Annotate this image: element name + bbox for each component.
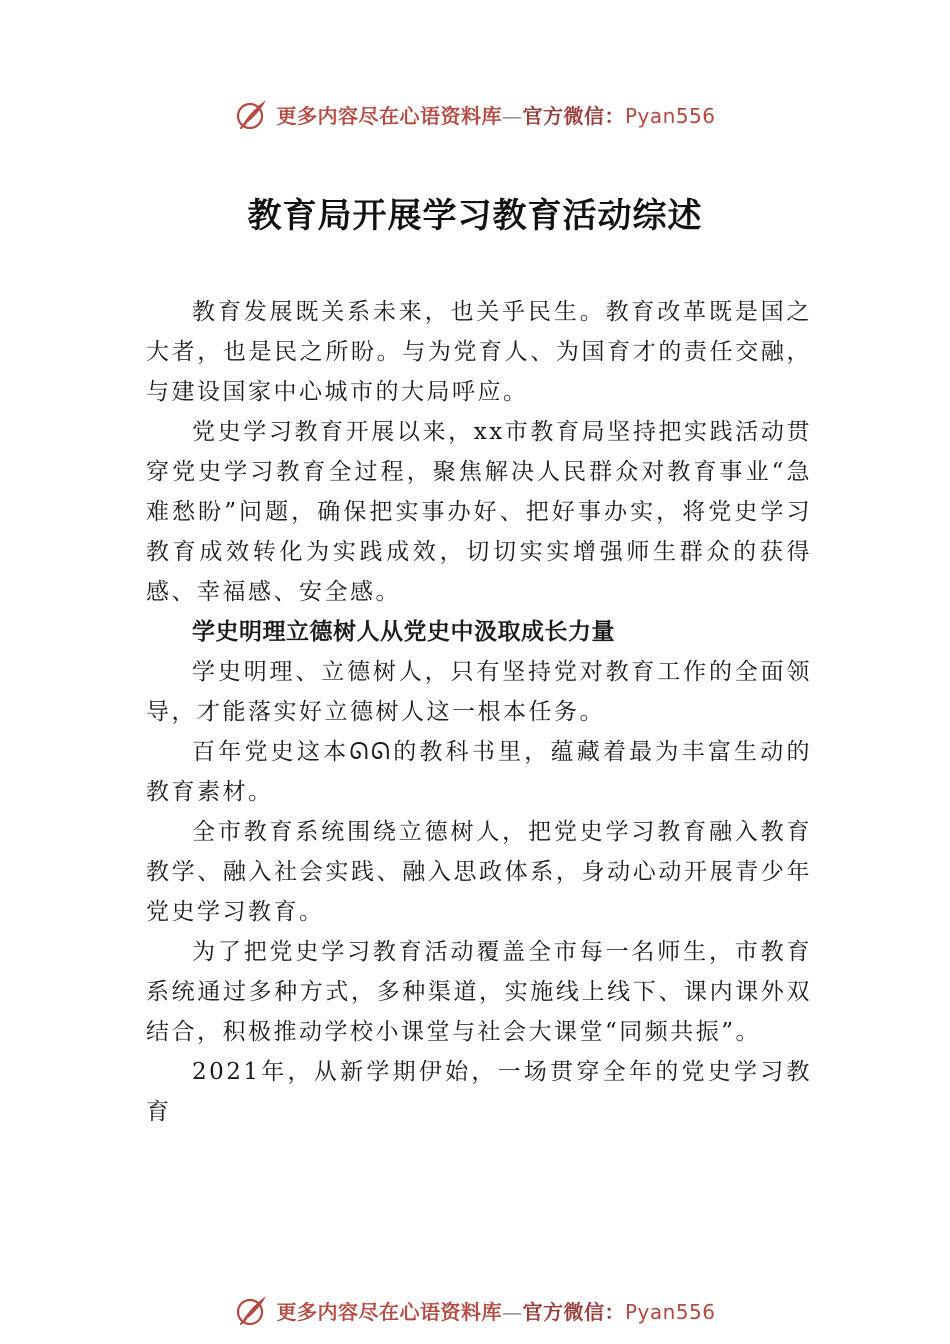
watermark-wechat-id: Pyan556: [624, 103, 716, 128]
watermark-text: [276, 1296, 715, 1325]
paragraph-3: 学史明理、立德树人，只有坚持党对教育工作的全面领导，才能落实好立德树人这一根本任务。: [146, 659, 812, 725]
watermark-main-text: 更多内容尽在心语资料库: [276, 103, 502, 128]
document-body: [146, 292, 812, 1132]
paragraph-2: 党史学习教育开展以来，xx市教育局坚持把实践活动贯穿党史学习教育全过程，聚焦解决人民群众对教育事业“急难愁盼”问题，确保把实事办好、把好事办实，将党史学习教育成效转化为实践成效，切切实实增强师生群众的获得感、幸福感、安全感。: [146, 419, 812, 605]
watermark-text: [276, 100, 715, 129]
section-heading: 学史明理立德树人从党史中汲取成长力量: [192, 619, 615, 645]
document-title: 教育局开展学习教育活动综述: [247, 196, 703, 236]
watermark-wechat-label: 官方微信：: [522, 103, 625, 128]
watermark-main-text: 更多内容尽在心语资料库: [276, 1299, 502, 1324]
watermark-wechat-id: Pyan556: [624, 1299, 716, 1324]
paragraph-1: 教育发展既关系未来，也关乎民生。教育改革既是国之大者，也是民之所盼。与为党育人、为国育才的责任交融， 与建设国家中心城市的大局呼应。: [146, 299, 812, 405]
paragraph-7: 2021年，从新学期伊始，一场贯穿全年的党史学习教育: [146, 1059, 812, 1125]
paragraph-6: 为了把党史学习教育活动覆盖全市每一名师生，市教育系统通过多种方式，多种渠道，实施线上线下、课内课外双结合，积极推动学校小课堂与社会大课堂“同频共振”。: [146, 939, 812, 1045]
watermark-wechat-label: 官方微信：: [522, 1299, 625, 1324]
footer-watermark: [0, 1290, 950, 1330]
quill-logo-icon: [234, 1292, 270, 1328]
header-watermark: [0, 94, 950, 134]
paragraph-4: 百年党史这本ᘏᘏ的教科书里，蕴藏着最为丰富生动的教育素材。: [146, 739, 812, 805]
paragraph-5: 全市教育系统围绕立德树人，把党史学习教育融入教育教学、融入社会实践、融入思政体系，身动心动开展青少年党史学习教育。: [146, 819, 812, 925]
watermark-dash: —: [501, 1299, 523, 1324]
watermark-dash: —: [501, 103, 523, 128]
quill-logo-icon: [234, 96, 270, 132]
